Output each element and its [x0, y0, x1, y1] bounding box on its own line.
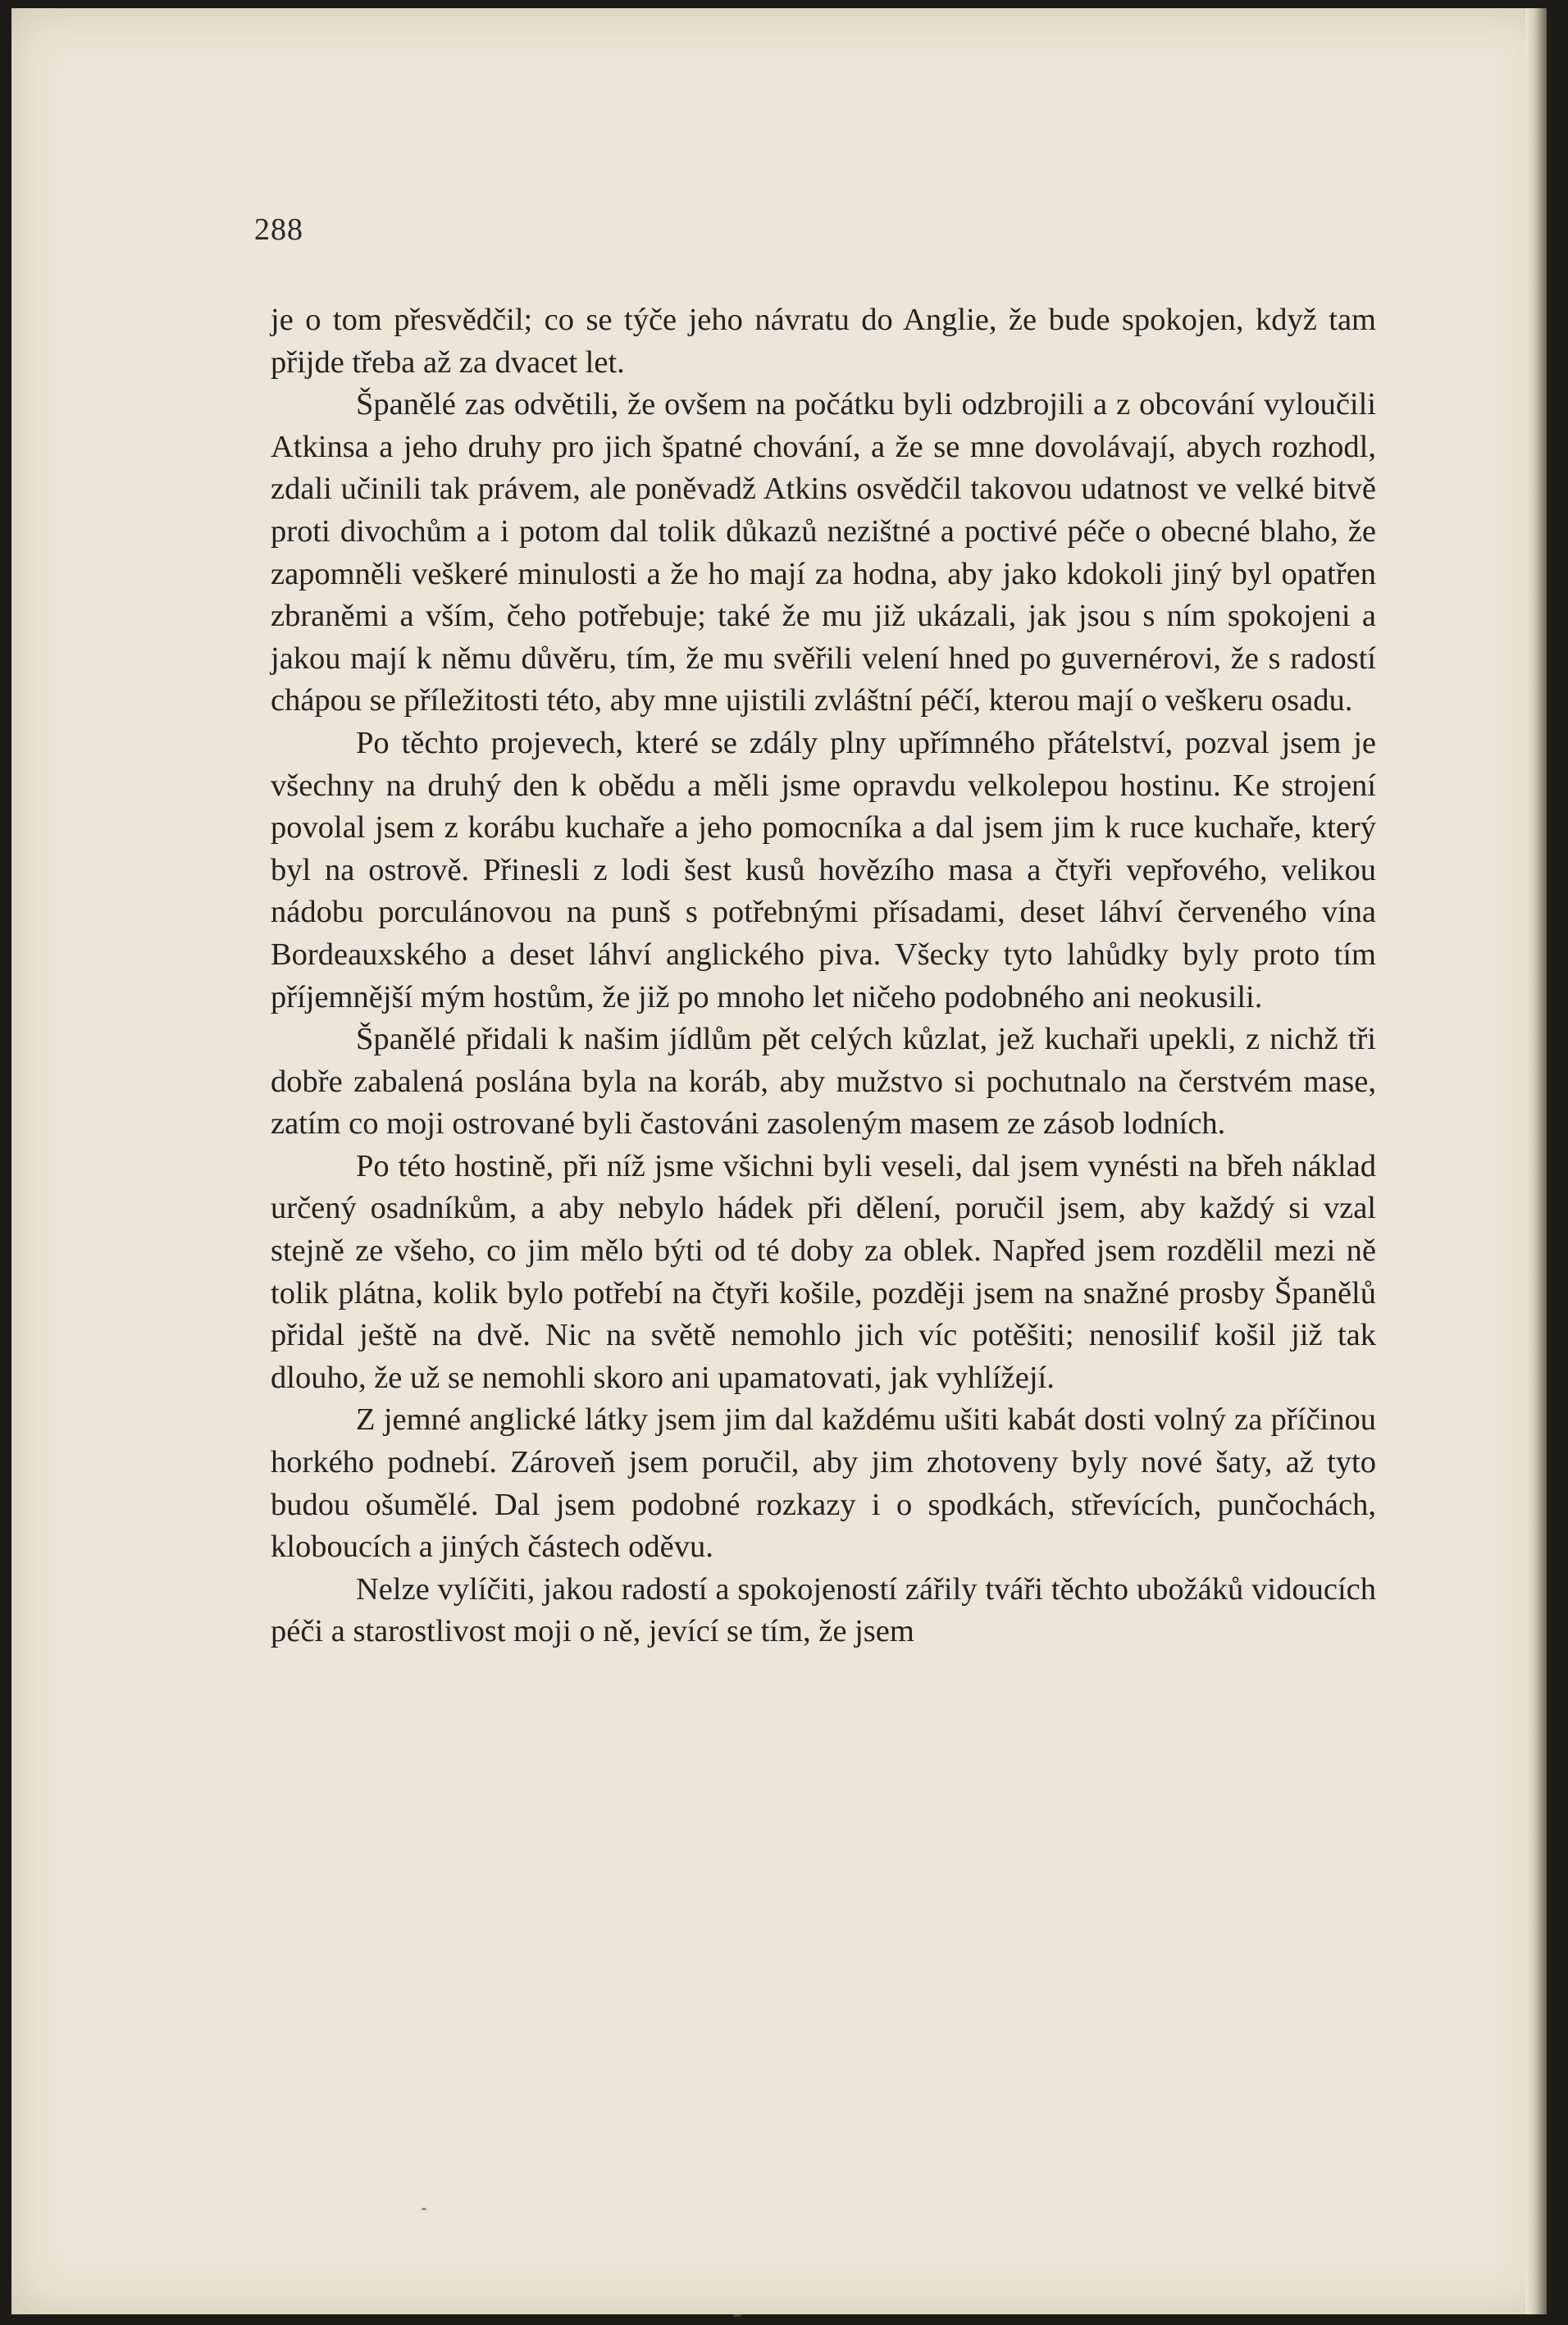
paragraph-3: Po těchto projevech, které se zdály plny upřímného přátelství, pozval jsem je všechny na druhý den k obědu a měli jsme opravdu velkolepou hostinu. Ke strojení povolal jsem z korábu kuchaře a jeho pomocníka a dal jsem jim k ruce kuchaře, který byl na ostrově. Přinesli z lodi šest kusů hovězího masa a čtyři vepřového, velikou nádobu porculánovou na punš s potřebnými přísadami, deset láhví červeného vína Bordeauxského a deset láhví anglického piva. Všecky tyto lahůdky byly proto tím příjemnější mým hostům, že již po mnoho let ničeho podobného ani neokusili. [271, 725, 1376, 1014]
paragraph-1: je o tom přesvědčil; co se týče jeho návratu do Anglie, že bude spokojen, když tam přijde třeba až za dvacet let. [271, 303, 1376, 380]
paper-speck [422, 2208, 426, 2210]
paragraph-5: Po této hostině, při níž jsme všichni byli veseli, dal jsem vynésti na břeh náklad určený osadníkům, a aby nebylo hádek při dělení, poručil jsem, aby každý si vzal stejně ze všeho, co jim mělo býti od té doby za oblek. Napřed jsem rozdělil mezi ně tolik plátna, kolik bylo potřebí na čtyři košile, později jsem na snažné prosby Španělů přidal ještě na dvě. Nic na světě nemohlo jich víc potěšiti; nenosilif košil již tak dlouho, že už se nemohli skoro ani upamatovati, jak vyhlížejí. [271, 1148, 1376, 1395]
paper-speck [733, 2314, 741, 2317]
paragraph-4: Španělé přidali k našim jídlům pět celých kůzlat, jež kuchaři upekli, z nichž tři dobře zabalená poslána byla na koráb, aby mužstvo si pochutnalo na čerstvém mase, zatím co moji ostrované byli častováni zasoleným masem ze zásob lodních. [271, 1022, 1376, 1142]
body-text [271, 299, 1376, 1653]
paragraph-6: Z jemné anglické látky jsem jim dal každému ušiti kabát dosti volný za příčinou horkého podnebí. Zároveň jsem poručil, aby jim zhotoveny byly nové šaty, až tyto budou ošumělé. Dal jsem podobné rozkazy i o spodkách, střevících, punčochách, kloboucích a jiných částech oděvu. [271, 1402, 1376, 1565]
page-binding-edge [1525, 8, 1547, 2314]
book-page [11, 8, 1547, 2314]
paragraph-2: Španělé zas odvětili, že ovšem na počátku byli odzbrojili a z obcování vyloučili Atkinsa a jeho druhy pro jich špatné chování, a že se mne dovolávají, abych rozhodl, zdali učinili tak právem, ale poněvadž Atkins osvědčil takovou udatnost ve velké bitvě proti divochům a i potom dal tolik důkazů nezištné a poctivé péče o obecné blaho, že zapomněli veškeré minulosti a že ho mají za hodna, aby jako kdokoli jiný byl opatřen zbraněmi a vším, čeho potřebuje; také že mu již ukázali, jak jsou s ním spokojeni a jakou mají k němu důvěru, tím, že mu svěřili velení hned po guvernérovi, že s radostí chápou se příležitosti této, aby mne ujistili zvláštní péčí, kterou mají o veškeru osadu. [271, 387, 1376, 718]
page-number: 288 [254, 212, 303, 247]
paragraph-7: Nelze vylíčiti, jakou radostí a spokojeností zářily tváři těchto ubožáků vidoucích péči a starostlivost moji o ně, jevící se tím, že jsem [271, 1571, 1376, 1649]
